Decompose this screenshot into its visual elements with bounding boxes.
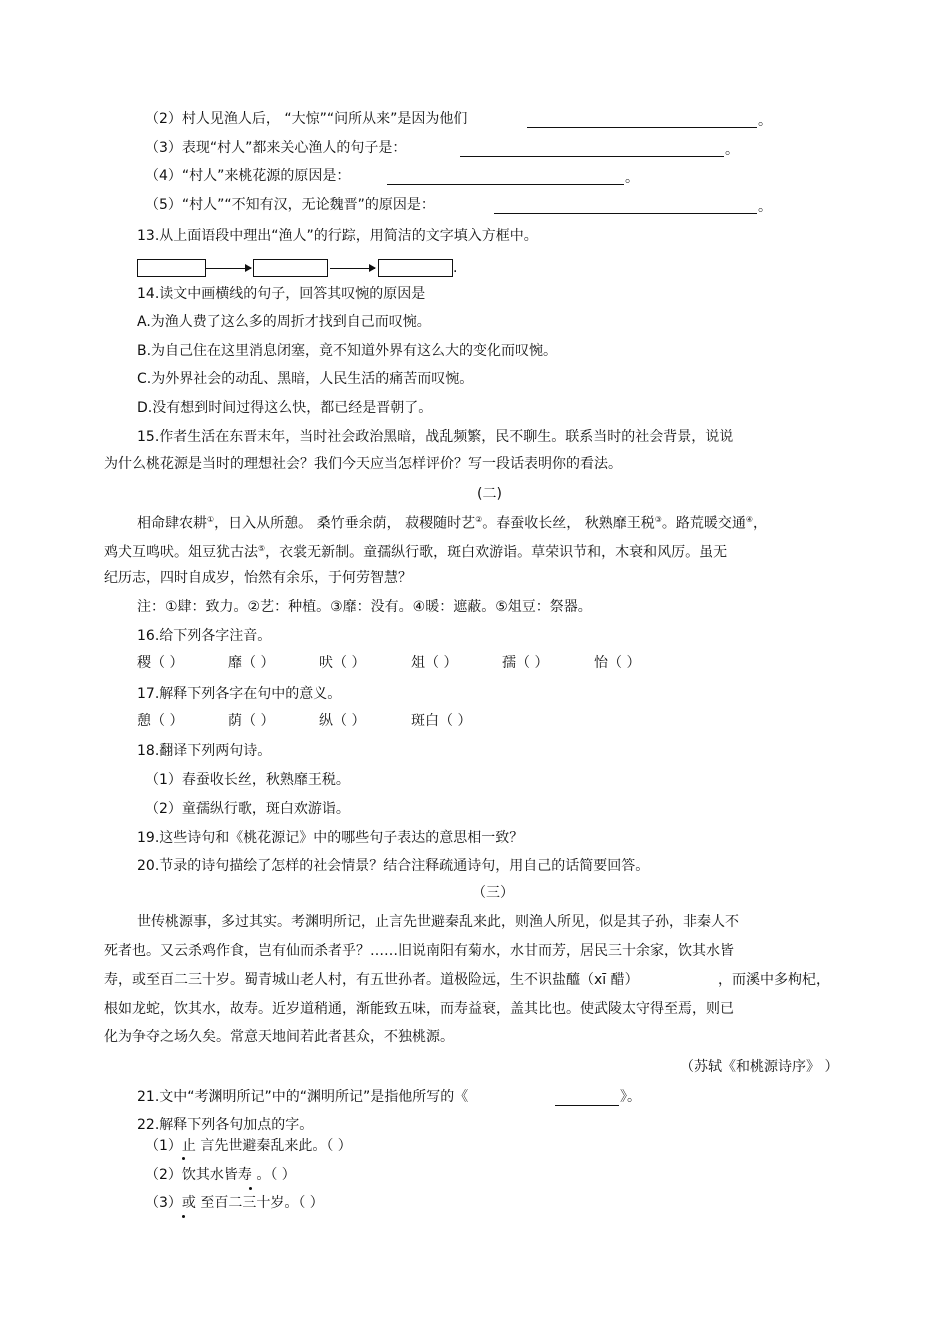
answer-blank[interactable] (527, 127, 757, 128)
q17-item[interactable]: 斑白（ ） (411, 713, 472, 729)
q17-item[interactable]: 荫（ ） (228, 713, 275, 729)
q17-item[interactable]: 憩（ ） (137, 713, 184, 729)
poem-line-1: 相命肆农耕①，日入从所憩。 桑竹垂余荫， 菽稷随时艺②。春蚕收长丝， 秋熟靡王税③。路荒暖交通④， (137, 515, 768, 532)
q18-prompt: 18.翻译下列两句诗。 (137, 743, 272, 759)
q21-prompt: 21.文中“考渊明所记”中的“渊明所记”是指他所写的《 (137, 1089, 469, 1105)
poem-line-3: 纪历志，四时自成岁，怡然有余乐，于何劳智慧？ (104, 570, 412, 586)
answer-blank[interactable] (460, 156, 724, 157)
prose-line-2: 死者也。又云杀鸡作食，岂有仙而杀者乎？……旧说南阳有菊水，水甘而芳，居民三十余家，饮其水皆 (104, 943, 734, 959)
q22-prompt: 22.解释下列各句加点的字。 (137, 1117, 314, 1133)
q12-item-3: （3）表现“村人”都来关心渔人的句子是： (145, 140, 407, 156)
q16-item[interactable]: 怡（ ） (594, 655, 641, 671)
period-mark: 。 (625, 170, 639, 186)
q16-item[interactable]: 俎（ ） (411, 655, 458, 671)
period-mark: 。 (725, 142, 739, 158)
answer-box-3[interactable] (378, 259, 453, 277)
q19-prompt: 19.这些诗句和《桃花源记》中的哪些句子表达的意思相一致？ (137, 830, 524, 846)
q14-prompt: 14.读文中画横线的句子，回答其叹惋的原因是 (137, 286, 426, 302)
q14-option-b[interactable]: B.为自己住在这里消息闭塞，竟不知道外界有这么大的变化而叹惋。 (137, 343, 558, 359)
answer-blank[interactable] (494, 213, 757, 214)
q12-item-5: （5）“村人”“不知有汉，无论魏晋”的原因是： (145, 197, 435, 213)
section-heading-2: (二) (477, 486, 502, 502)
prose-line-4: 根如龙蛇，饮其水，故寿。近岁道稍通，渐能致五味，而寿益衰，盖其比也。使武陵太守得至焉，则已 (104, 1001, 734, 1017)
q21-prompt-end: 》。 (620, 1089, 641, 1105)
arrow-right-icon (206, 268, 251, 269)
poem-notes: 注：①肆：致力。②艺：种植。③靡：没有。④暖：遮蔽。⑤俎豆：祭器。 (137, 599, 592, 615)
emphasis-dot (182, 1215, 185, 1218)
answer-blank[interactable] (555, 1105, 619, 1106)
period-mark: 。 (758, 113, 772, 129)
source-citation: （苏轼《和桃源诗序》 ） (680, 1059, 839, 1075)
q15-prompt-line1: 15.作者生活在东晋末年，当时社会政治黑暗，战乱频繁，民不聊生。联系当时的社会背景，说说 (137, 429, 734, 445)
q14-option-d[interactable]: D.没有想到时间过得这么快，都已经是晋朝了。 (137, 400, 433, 416)
q16-item[interactable]: 靡（ ） (228, 655, 275, 671)
emphasis-dot (182, 1157, 185, 1160)
q15-prompt-line2: 为什么桃花源是当时的理想社会？我们今天应当怎样评价？写一段话表明你的看法。 (104, 456, 622, 472)
q22-item-1: （1）止 言先世避秦乱来此。（ ） (145, 1138, 352, 1154)
q12-item-2: （2）村人见渔人后， “大惊”“问所从来”是因为他们 (145, 111, 468, 127)
q14-option-c[interactable]: C.为外界社会的动乱、黑暗，人民生活的痛苦而叹惋。 (137, 371, 474, 387)
q16-item[interactable]: 吠（ ） (319, 655, 366, 671)
q20-prompt: 20.节录的诗句描绘了怎样的社会情景？结合注释疏通诗句，用自己的话简要回答。 (137, 858, 650, 874)
q13-prompt: 13.从上面语段中理出“渔人”的行踪，用简洁的文字填入方框中。 (137, 228, 538, 244)
end-dot: . (453, 260, 458, 276)
q17-prompt: 17.解释下列各字在句中的意义。 (137, 686, 342, 702)
q14-option-a[interactable]: A.为渔人费了这么多的周折才找到自己而叹惋。 (137, 314, 431, 330)
q22-item-3: （3）或 至百二三十岁。（ ） (145, 1195, 324, 1211)
prose-line-5: 化为争夺之场久矣。常意天地间若此者甚众，不独桃源。 (104, 1029, 454, 1045)
emphasis-dot (249, 1187, 252, 1190)
arrow-right-icon (330, 268, 375, 269)
section-heading-3: （三） (472, 885, 514, 901)
q18-item-1: （1）春蚕收长丝，秋熟靡王税。 (145, 772, 350, 788)
poem-line-2: 鸡犬互鸣吠。俎豆犹古法⑤，衣裳无新制。童孺纵行歌，斑白欢游诣。草荣识节和，木衰和风厉。虽无 (104, 544, 728, 561)
q16-item[interactable]: 孺（ ） (502, 655, 549, 671)
q16-prompt: 16.给下列各字注音。 (137, 628, 272, 644)
period-mark: 。 (758, 199, 772, 215)
prose-line-3b: ，而溪中多枸杞， (718, 972, 830, 988)
q16-item[interactable]: 稷（ ） (137, 655, 184, 671)
answer-box-2[interactable] (253, 259, 328, 277)
q18-item-2: （2）童孺纵行歌，斑白欢游诣。 (145, 801, 350, 817)
q22-item-2: （2）饮其水皆寿 。（ ） (145, 1167, 296, 1183)
q17-item[interactable]: 纵（ ） (319, 713, 366, 729)
answer-blank[interactable] (387, 184, 624, 185)
prose-line-1: 世传桃源事，多过其实。考渊明所记，止言先世避秦乱来此，则渔人所见，似是其子孙，非秦人不 (137, 914, 739, 930)
answer-box-1[interactable] (137, 259, 206, 277)
q12-item-4: （4）“村人”来桃花源的原因是： (145, 168, 351, 184)
prose-line-3a: 寿，或至百二三十岁。蜀青城山老人村，有五世孙者。道极险远，生不识盐醯（xī 醋） (104, 972, 639, 988)
